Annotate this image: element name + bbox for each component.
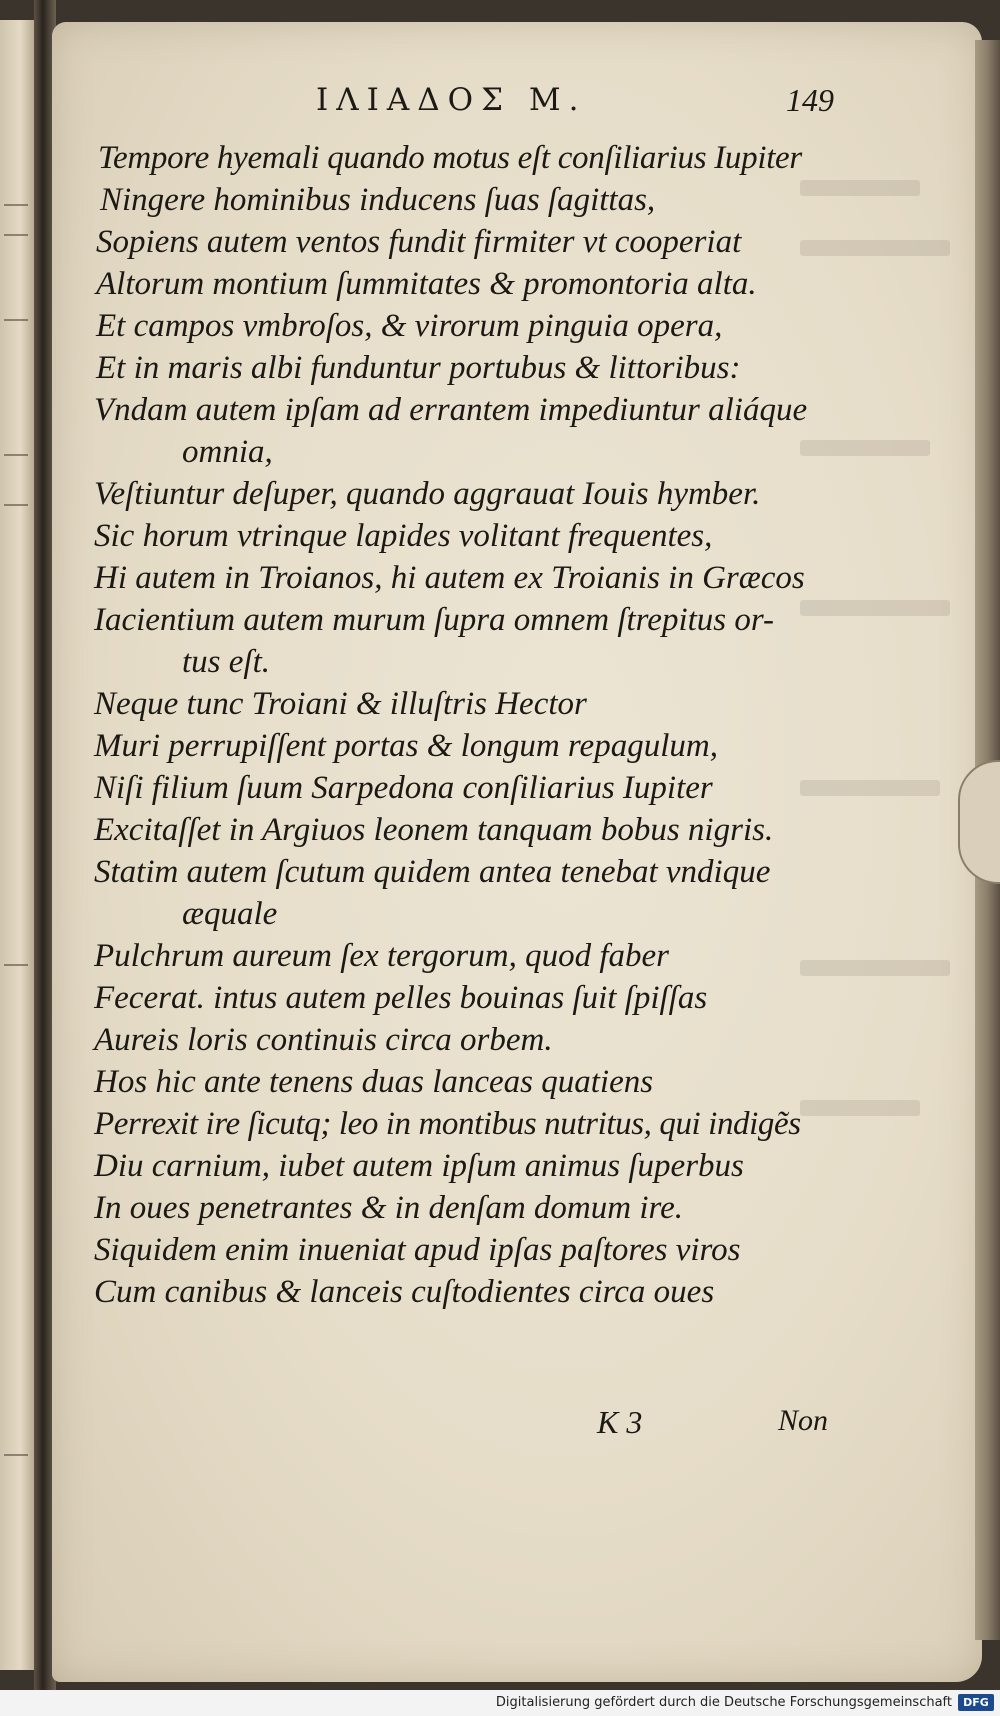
text-line: Sopiens autem ventos fundit firmiter vt cooperiat: [96, 224, 742, 260]
text-line: Hi autem in Troianos, hi autem ex Troianis in Græcos: [94, 560, 805, 596]
text-line: Hos hic ante tenens duas lanceas quatiens: [94, 1064, 654, 1100]
text-line: Aureis loris continuis circa orbem.: [94, 1022, 553, 1058]
text-line: Veſtiuntur deſuper, quando aggrauat Iouis hymber.: [94, 476, 761, 512]
text-line: æquale: [182, 896, 278, 932]
text-line: Et in maris albi funduntur portubus & littoribus:: [96, 350, 741, 386]
signature-mark: K 3: [597, 1404, 643, 1440]
text-line: Diu carnium, iubet autem ipſum animus ſuperbus: [94, 1148, 744, 1184]
text-line: Siquidem enim inueniat apud ipſas paſtores viros: [94, 1232, 741, 1268]
text-line: Pulchrum aureum ſex tergorum, quod faber: [94, 938, 669, 974]
text-line: Statim autem ſcutum quidem antea tenebat vndique: [94, 854, 771, 890]
text-line: Altorum montium ſummitates & promontoria alta.: [96, 266, 757, 302]
text-line: Niſi filium ſuum Sarpedona conſiliarius Iupiter: [94, 770, 713, 806]
text-line: Ningere hominibus inducens ſuas ſagittas,: [100, 182, 656, 218]
text-line: Sic horum vtrinque lapides volitant frequentes,: [94, 518, 713, 554]
text-line: Fecerat. intus autem pelles bouinas ſuit ſpiſſas: [94, 980, 708, 1016]
text-line: omnia,: [182, 434, 273, 470]
text-line: Neque tunc Troiani & illuſtris Hector: [94, 686, 587, 722]
text-line: Cum canibus & lanceis cuſtodientes circa oues: [94, 1274, 715, 1310]
text-line: Iacientium autem murum ſupra omnem ſtrepitus or-: [94, 602, 775, 638]
text-line: Tempore hyemali quando motus eſt conſiliarius Iupiter: [98, 140, 802, 176]
text-line: In oues penetrantes & in denſam domum ire.: [94, 1190, 684, 1226]
digitization-credit-bar: [0, 1690, 1000, 1716]
credit-text: Digitalisierung gefördert durch die Deutsche Forschungsgemeinschaft: [495, 1695, 952, 1710]
catchword: Non: [778, 1404, 829, 1437]
text-line: Vndam autem ipſam ad errantem impediuntur aliáque: [94, 392, 808, 428]
text-line: Muri perrupiſſent portas & longum repagulum,: [94, 728, 718, 764]
text-line: Excitaſſet in Argiuos leonem tanquam bobus nigris.: [94, 812, 774, 848]
dfg-logo-icon: DFG: [958, 1694, 994, 1711]
text-line: tus eſt.: [182, 644, 270, 680]
text-line: Et campos vmbroſos, & virorum pinguia opera,: [96, 308, 723, 344]
text-line: Perrexit ire ſicutq; leo in montibus nutritus, qui indigẽs: [94, 1106, 801, 1142]
page-number: 149: [786, 82, 834, 118]
running-head: ΙΛΙΑΔΟΣ Μ.: [316, 82, 587, 118]
